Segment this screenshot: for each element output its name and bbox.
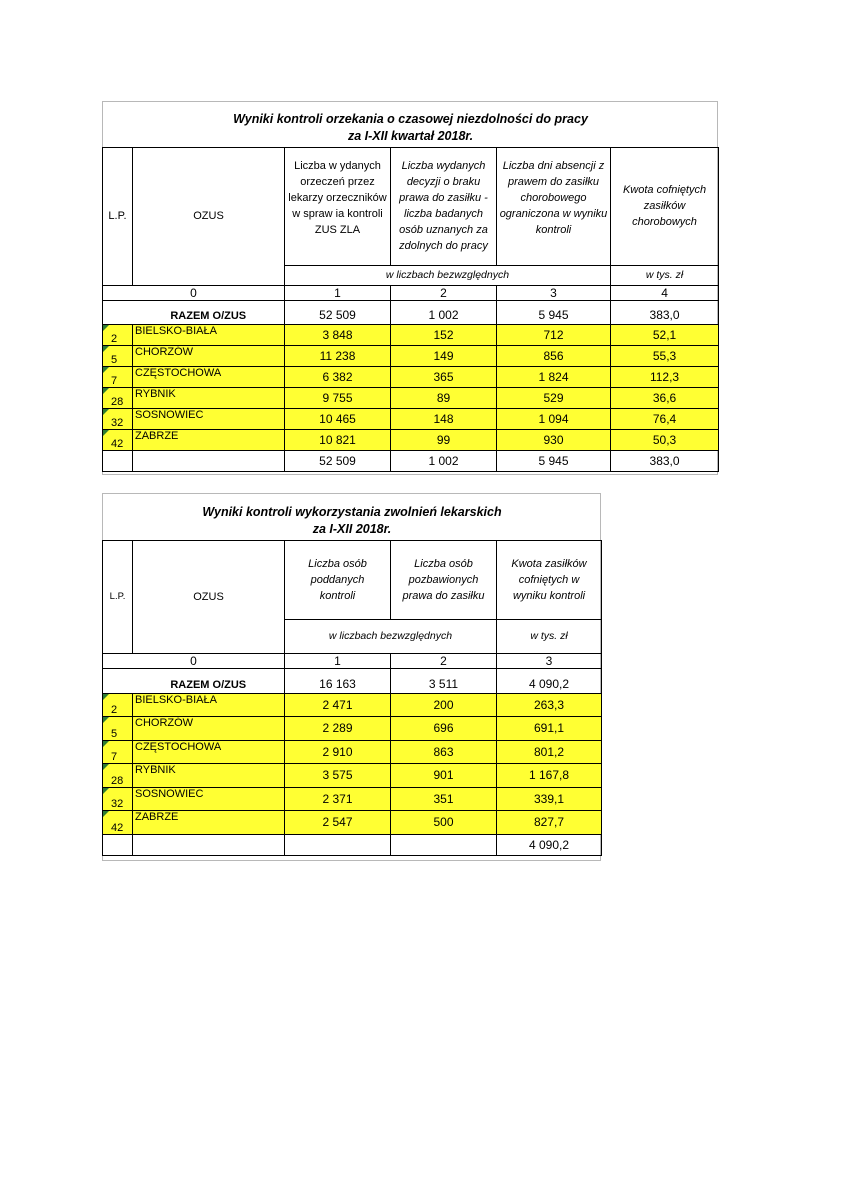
table1-row-lp: 32 — [103, 408, 133, 429]
table1-row-c2: 99 — [391, 429, 497, 450]
corner-marker-icon — [103, 409, 109, 415]
table2-row-c2: 200 — [391, 693, 497, 717]
table2-col1-header: Liczba osób poddanych kontroli — [285, 540, 391, 619]
table-row — [103, 408, 719, 429]
table1-row-name: SOSNOWIEC — [133, 408, 285, 429]
table1-col3-header: Liczba dni absencji z prawem do zasiłku chorobowego ograniczona w wyniku kontroli — [497, 147, 611, 265]
table2-row-lp: 42 — [103, 811, 133, 835]
table1-row-c1: 6 382 — [285, 366, 391, 387]
table1-row-lp: 42 — [103, 429, 133, 450]
table-row — [103, 717, 602, 741]
table2-row-c1: 2 371 — [285, 787, 391, 811]
table1-row-c4: 52,1 — [611, 324, 719, 345]
corner-marker-icon — [103, 811, 109, 817]
table2-index-3: 3 — [497, 653, 602, 668]
table1-col2-header: Liczba wydanych decyzji o braku prawa do zasiłku - liczba badanych osób uznanych za zdolnych do pracy — [391, 147, 497, 265]
table2-summary-c1: 16 163 — [285, 668, 391, 693]
table2-row-lp: 28 — [103, 764, 133, 788]
table1-row-lp: 2 — [103, 324, 133, 345]
table1-title-line2: za I-XII kwartał 2018r. — [347, 128, 474, 143]
table1-body — [103, 324, 719, 450]
table2-title-line2: za I-XII 2018r. — [312, 521, 392, 536]
table1-row-lp: 7 — [103, 366, 133, 387]
table1-row-name: ZABRZE — [133, 429, 285, 450]
corner-marker-icon — [103, 741, 109, 747]
table1-summary-label: RAZEM O/ZUS — [170, 309, 247, 322]
table1-row-name: CZĘSTOCHOWA — [133, 366, 285, 387]
table2-row-c3: 1 167,8 — [497, 764, 602, 788]
table1-row-c2: 89 — [391, 387, 497, 408]
table1-totals-row — [103, 450, 719, 471]
corner-marker-icon — [103, 325, 109, 331]
table1-row-c3: 856 — [497, 345, 611, 366]
table2-col-ozus: OZUS — [133, 540, 285, 653]
table1-row-c3: 1 094 — [497, 408, 611, 429]
corner-marker-icon — [103, 717, 109, 723]
table1-index-4: 4 — [611, 285, 719, 300]
corner-marker-icon — [103, 764, 109, 770]
table1-row-c2: 152 — [391, 324, 497, 345]
table2-row-name: BIELSKO-BIAŁA — [133, 693, 285, 717]
table2-title-line1: Wyniki kontroli wykorzystania zwolnień lekarskich — [202, 504, 502, 519]
table1-title — [103, 101, 719, 147]
table1-col-lp: L.P. — [103, 147, 133, 285]
table2-row-c2: 863 — [391, 740, 497, 764]
table2 — [102, 493, 602, 856]
table2-row-c3: 827,7 — [497, 811, 602, 835]
table1-row-c1: 10 821 — [285, 429, 391, 450]
table2-summary-c3: 4 090,2 — [497, 668, 602, 693]
table-row — [103, 740, 602, 764]
table1-total-c3: 5 945 — [497, 450, 611, 471]
table1-row-name: BIELSKO-BIAŁA — [133, 324, 285, 345]
table-row — [103, 387, 719, 408]
table1-total-c1: 52 509 — [285, 450, 391, 471]
table2-row-lp: 7 — [103, 740, 133, 764]
table2-totals-row — [103, 834, 602, 855]
table1-row-c3: 529 — [497, 387, 611, 408]
corner-marker-icon — [103, 430, 109, 436]
table2-row-c1: 3 575 — [285, 764, 391, 788]
table-row — [103, 811, 602, 835]
table2-row-c2: 696 — [391, 717, 497, 741]
table2-unit-thousands: w tys. zł — [497, 619, 602, 653]
table1-row-c1: 3 848 — [285, 324, 391, 345]
table1-title-line1: Wyniki kontroli orzekania o czasowej niezdolności do pracy — [233, 111, 588, 126]
corner-marker-icon — [103, 346, 109, 352]
table1-row-c2: 149 — [391, 345, 497, 366]
table2-row-c1: 2 547 — [285, 811, 391, 835]
table1-summary-c4: 383,0 — [611, 300, 719, 324]
table1-index-3: 3 — [497, 285, 611, 300]
table2-summary-row — [103, 668, 602, 693]
table1-row-c1: 9 755 — [285, 387, 391, 408]
table2-total-c1 — [285, 834, 391, 855]
table-row — [103, 787, 602, 811]
table1-summary-c3: 5 945 — [497, 300, 611, 324]
table2-body — [103, 693, 602, 834]
table2-row-name: ZABRZE — [133, 811, 285, 835]
table1-col1-header: Liczba w ydanych orzeczeń przez lekarzy orzeczników w spraw ia kontroli ZUS ZLA — [285, 147, 391, 265]
table1-total-c2: 1 002 — [391, 450, 497, 471]
corner-marker-icon — [103, 367, 109, 373]
table-row — [103, 366, 719, 387]
table2-row-c1: 2 471 — [285, 693, 391, 717]
table2-row-c1: 2 910 — [285, 740, 391, 764]
corner-marker-icon — [103, 788, 109, 794]
table2-row-lp: 2 — [103, 693, 133, 717]
table1-col4-header: Kwota cofniętych zasiłków chorobowych — [611, 147, 719, 265]
table1-row-name: CHORZÓW — [133, 345, 285, 366]
corner-marker-icon — [103, 694, 109, 700]
table1-index-0: 0 — [103, 285, 285, 300]
table1-unit-absolute: w liczbach bezwzględnych — [285, 265, 611, 285]
table2-row-name: CZĘSTOCHOWA — [133, 740, 285, 764]
table2-row-c2: 901 — [391, 764, 497, 788]
table2-index-0: 0 — [103, 653, 285, 668]
table2-col2-header: Liczba osób pozbawionych prawa do zasiłku — [391, 540, 497, 619]
table1-row-lp: 28 — [103, 387, 133, 408]
table1-row-c1: 11 238 — [285, 345, 391, 366]
table1-row-c2: 365 — [391, 366, 497, 387]
table1-summary-c1: 52 509 — [285, 300, 391, 324]
table-row — [103, 764, 602, 788]
table2-index-2: 2 — [391, 653, 497, 668]
table2-row-c2: 500 — [391, 811, 497, 835]
table2-total-c3: 4 090,2 — [497, 834, 602, 855]
table1-row-lp: 5 — [103, 345, 133, 366]
table2-row-c2: 351 — [391, 787, 497, 811]
table1-row-c4: 50,3 — [611, 429, 719, 450]
table1-row-c1: 10 465 — [285, 408, 391, 429]
table2-row-c3: 339,1 — [497, 787, 602, 811]
table2-summary-c2: 3 511 — [391, 668, 497, 693]
table1-row-c2: 148 — [391, 408, 497, 429]
table2-unit-absolute: w liczbach bezwzględnych — [285, 619, 497, 653]
table2-title — [103, 493, 602, 540]
table2-row-lp: 32 — [103, 787, 133, 811]
corner-marker-icon — [103, 388, 109, 394]
table2-row-c3: 263,3 — [497, 693, 602, 717]
table1-summary-row — [103, 300, 719, 324]
table-row — [103, 345, 719, 366]
table2-row-c3: 691,1 — [497, 717, 602, 741]
table1-summary-c2: 1 002 — [391, 300, 497, 324]
table2-row-name: CHORZÓW — [133, 717, 285, 741]
table1-index-1: 1 — [285, 285, 391, 300]
table2-row-name: RYBNIK — [133, 764, 285, 788]
table1-row-c3: 930 — [497, 429, 611, 450]
table2-summary-label: RAZEM O/ZUS — [170, 678, 247, 691]
table1-row-c4: 55,3 — [611, 345, 719, 366]
table2-row-name: SOSNOWIEC — [133, 787, 285, 811]
table1-col-ozus: OZUS — [133, 147, 285, 285]
table-row — [103, 429, 719, 450]
table2-col3-header: Kwota zasiłków cofniętych w wyniku kontroli — [497, 540, 602, 619]
table2-index-1: 1 — [285, 653, 391, 668]
table1-row-c4: 36,6 — [611, 387, 719, 408]
table-row — [103, 324, 719, 345]
table1-row-c3: 712 — [497, 324, 611, 345]
table2-total-c2 — [391, 834, 497, 855]
table1-total-c4: 383,0 — [611, 450, 719, 471]
table2-row-c3: 801,2 — [497, 740, 602, 764]
table1-row-c4: 112,3 — [611, 366, 719, 387]
table1-unit-thousands: w tys. zł — [611, 265, 719, 285]
table1-index-2: 2 — [391, 285, 497, 300]
table1-row-c3: 1 824 — [497, 366, 611, 387]
table1-row-c4: 76,4 — [611, 408, 719, 429]
table-row — [103, 693, 602, 717]
table1 — [102, 101, 719, 472]
table2-row-c1: 2 289 — [285, 717, 391, 741]
table2-col-lp: L.P. — [103, 540, 133, 653]
table2-row-lp: 5 — [103, 717, 133, 741]
table1-row-name: RYBNIK — [133, 387, 285, 408]
